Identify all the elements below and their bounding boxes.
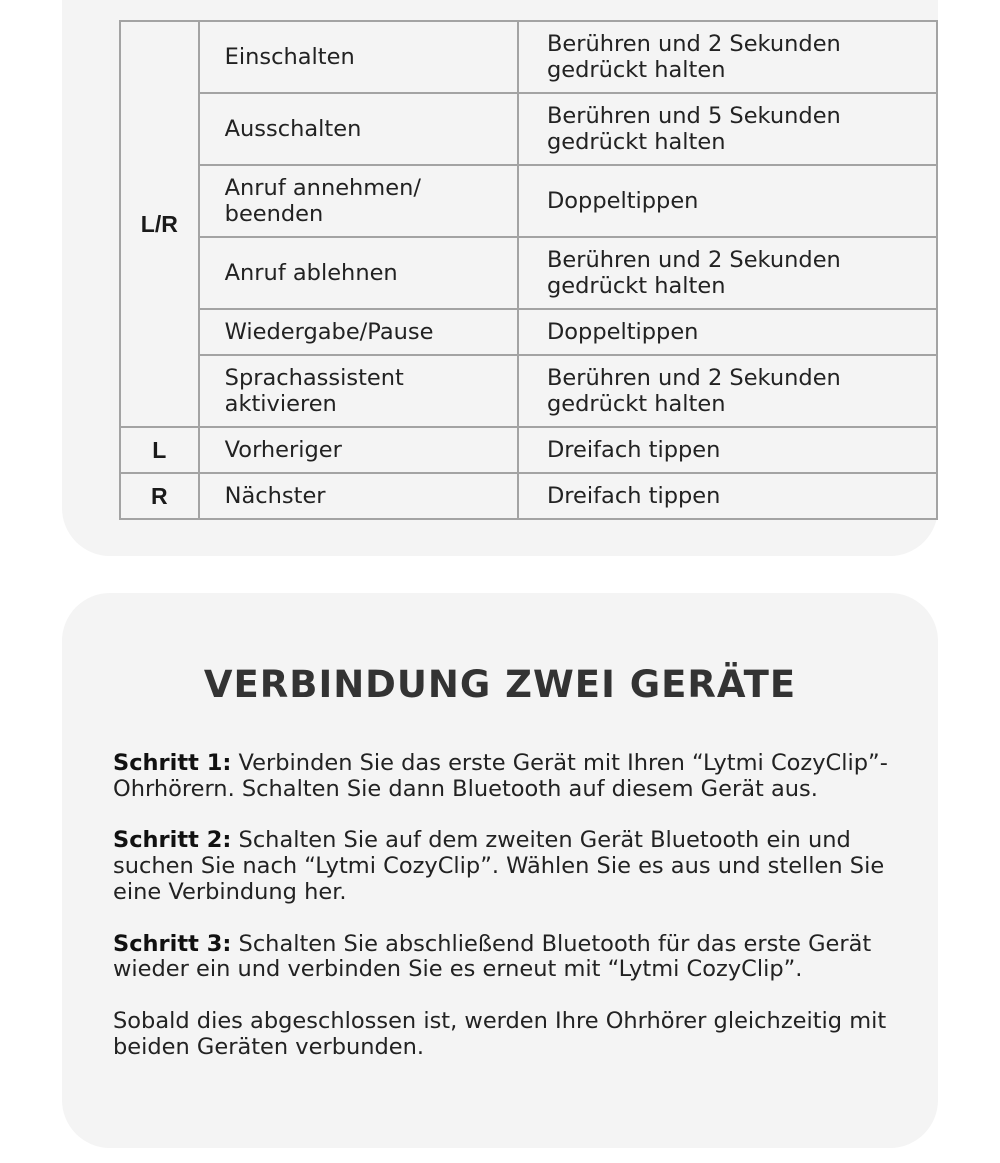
gesture-cell: Doppeltippen bbox=[518, 309, 937, 355]
function-cell: Ausschalten bbox=[199, 93, 518, 165]
pairing-steps bbox=[113, 751, 893, 1086]
step-label: Schritt 1: bbox=[113, 750, 232, 776]
gesture-cell: Berühren und 2 Sekunden gedrückt halten bbox=[518, 355, 937, 427]
table-row bbox=[120, 93, 937, 165]
step-text: Schalten Sie auf dem zweiten Gerät Bluetooth ein und suchen Sie nach “Lytmi CozyClip”. Wählen Sie es aus und stellen Sie eine Verbindung her. bbox=[113, 827, 885, 905]
table-row bbox=[120, 309, 937, 355]
step-paragraph bbox=[113, 828, 893, 905]
step-paragraph bbox=[113, 751, 893, 802]
closing-paragraph: Sobald dies abgeschlossen ist, werden Ihre Ohrhörer gleichzeitig mit beiden Geräten verbunden. bbox=[113, 1007, 887, 1060]
side-label-right: R bbox=[120, 473, 199, 519]
step-text: Schalten Sie abschließend Bluetooth für das erste Gerät wieder ein und verbinden Sie es erneut mit “Lytmi CozyClip”. bbox=[113, 930, 872, 983]
table-row bbox=[120, 355, 937, 427]
function-cell: Anruf ablehnen bbox=[199, 237, 518, 309]
gesture-cell: Doppeltippen bbox=[518, 165, 937, 237]
table-row bbox=[120, 427, 937, 473]
function-cell: Nächster bbox=[199, 473, 518, 519]
side-label-left: L bbox=[120, 427, 199, 473]
section-title: VERBINDUNG ZWEI GERÄTE bbox=[203, 663, 797, 706]
function-cell: Anruf annehmen/ beenden bbox=[199, 165, 518, 237]
table-row bbox=[120, 21, 937, 93]
function-cell: Einschalten bbox=[199, 21, 518, 93]
gesture-cell: Dreifach tippen bbox=[518, 427, 937, 473]
function-cell: Sprachassistent aktivieren bbox=[199, 355, 518, 427]
function-cell: Wiedergabe/Pause bbox=[199, 309, 518, 355]
gesture-cell: Berühren und 5 Sekunden gedrückt halten bbox=[518, 93, 937, 165]
step-label: Schritt 2: bbox=[113, 827, 232, 854]
gesture-cell: Berühren und 2 Sekunden gedrückt halten bbox=[518, 21, 937, 93]
step-paragraph bbox=[113, 932, 893, 983]
function-cell: Vorheriger bbox=[199, 427, 518, 473]
gesture-cell: Berühren und 2 Sekunden gedrückt halten bbox=[518, 237, 937, 309]
controls-card bbox=[62, 0, 938, 556]
table-row bbox=[120, 473, 937, 519]
table-row bbox=[120, 237, 937, 309]
gesture-cell: Dreifach tippen bbox=[518, 473, 937, 519]
pairing-card bbox=[62, 593, 938, 1148]
side-label-left-right: L/R bbox=[120, 21, 199, 427]
step-label: Schritt 3: bbox=[113, 930, 232, 957]
touch-controls-table bbox=[119, 20, 938, 520]
step-text: Verbinden Sie das erste Gerät mit Ihren “Lytmi CozyClip”-Ohrhörern. Schalten Sie dann Bluetooth auf diesem Gerät aus. bbox=[113, 750, 888, 802]
table-row bbox=[120, 165, 937, 237]
